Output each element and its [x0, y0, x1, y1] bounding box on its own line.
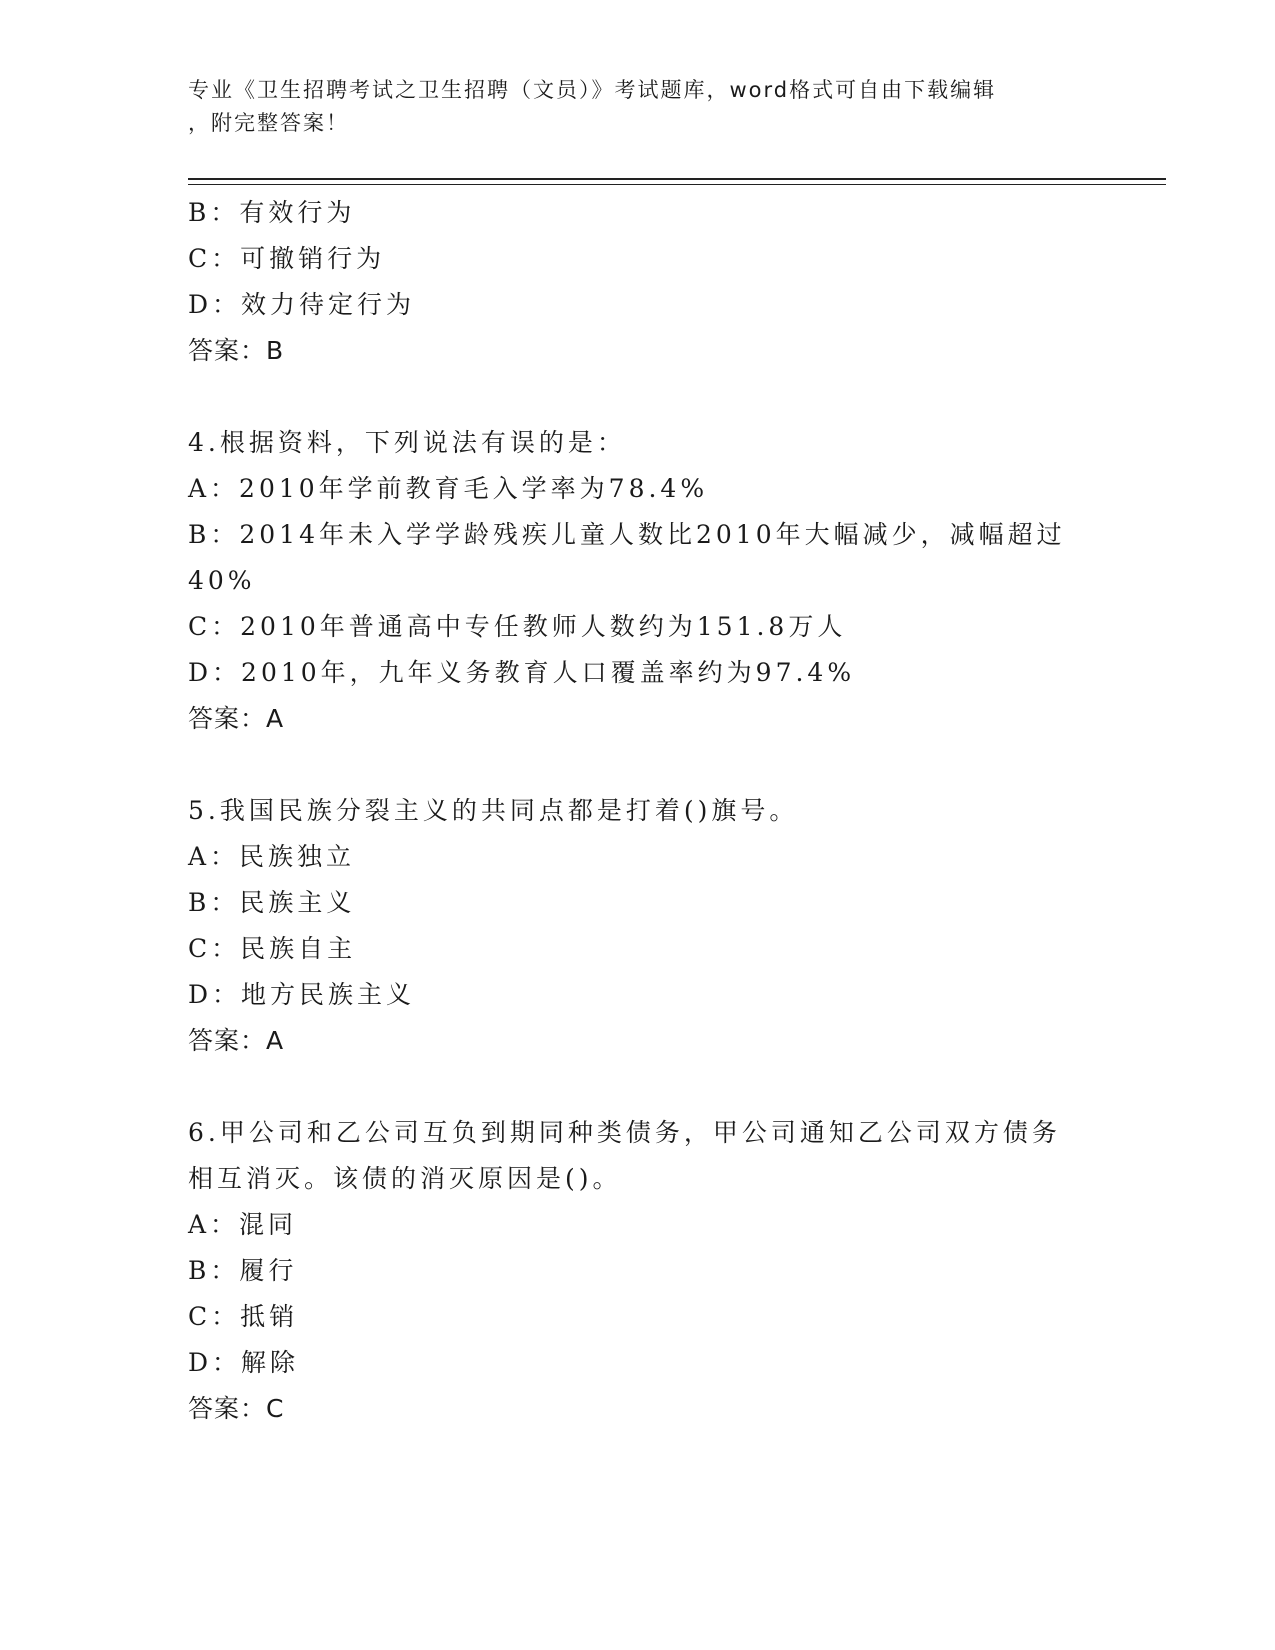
option-b: B：2014年未入学学龄残疾儿童人数比2010年大幅减少，减幅超过 [188, 520, 1066, 549]
document-header [188, 74, 1068, 140]
option-c: C：可撤销行为 [188, 244, 386, 273]
spacer [188, 1064, 1088, 1110]
answer: 答案：A [188, 1026, 285, 1055]
spacer [188, 374, 1088, 420]
answer: 答案：B [188, 336, 285, 365]
option-d: D：效力待定行为 [188, 290, 416, 319]
question-stem-line-1: 6.甲公司和乙公司互负到期同种类债务，甲公司通知乙公司双方债务 [188, 1118, 1061, 1147]
question-stem: 5.我国民族分裂主义的共同点都是打着()旗号。 [188, 796, 799, 825]
header-line-2: ，附完整答案！ [188, 111, 349, 135]
option-b: B：有效行为 [188, 198, 356, 227]
option-a: A：2010年学前教育毛入学率为78.4% [188, 474, 709, 503]
option-d: D：地方民族主义 [188, 980, 416, 1009]
option-b-continued: 40% [188, 566, 256, 595]
answer: 答案：A [188, 704, 285, 733]
option-c: C：抵销 [188, 1302, 299, 1331]
question-5 [188, 788, 1088, 1064]
header-divider [188, 178, 1166, 185]
header-line-1: 专业《卫生招聘考试之卫生招聘（文员）》考试题库，word格式可自由下载编辑 [188, 78, 997, 102]
question-6 [188, 1110, 1088, 1432]
question-list [188, 190, 1088, 1432]
question-4 [188, 420, 1088, 742]
option-a: A：混同 [188, 1210, 298, 1239]
question-stem-line-2: 相互消灭。该债的消灭原因是()。 [188, 1164, 622, 1193]
question-stem: 4.根据资料，下列说法有误的是： [188, 428, 626, 457]
option-c: C：2010年普通高中专任教师人数约为151.8万人 [188, 612, 847, 641]
option-b: B：民族主义 [188, 888, 356, 917]
spacer [188, 742, 1088, 788]
answer: 答案：C [188, 1394, 285, 1423]
option-c: C：民族自主 [188, 934, 357, 963]
option-d: D：2010年，九年义务教育人口覆盖率约为97.4% [188, 658, 856, 687]
option-b: B：履行 [188, 1256, 298, 1285]
option-a: A：民族独立 [188, 842, 356, 871]
question-3-remainder [188, 190, 1088, 374]
option-d: D：解除 [188, 1348, 300, 1377]
